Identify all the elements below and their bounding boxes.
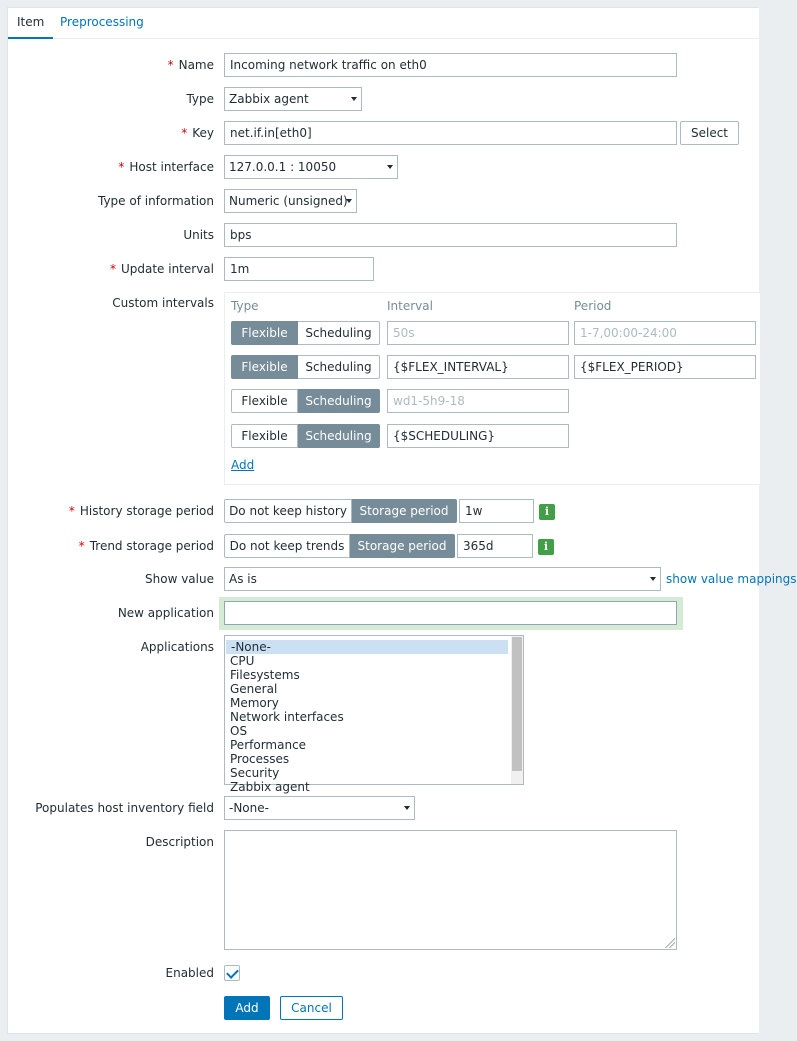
custom-interval-mode-toggle[interactable]	[231, 355, 380, 379]
history-period-input[interactable]: 1w	[459, 499, 534, 523]
tab-preprocessing[interactable]: Preprocessing	[60, 15, 144, 29]
enabled-label: Enabled	[165, 966, 214, 980]
history-mode-toggle[interactable]	[224, 499, 457, 523]
required-marker: *	[118, 160, 125, 174]
column-header-type: Type	[231, 299, 259, 313]
host-interface-label: * Host interface	[118, 160, 214, 174]
scheduling-option[interactable]: Scheduling	[298, 424, 380, 448]
info-icon[interactable]: i	[539, 504, 555, 520]
applications-label: Applications	[140, 640, 214, 654]
list-item[interactable]: -None-	[226, 640, 508, 654]
name-row	[8, 53, 759, 77]
required-marker: *	[181, 126, 188, 140]
update-interval-row	[8, 257, 759, 281]
update-interval-input[interactable]: 1m	[224, 257, 374, 281]
trends-storage-period-option[interactable]: Storage period	[350, 534, 455, 558]
flexible-option[interactable]: Flexible	[231, 321, 298, 345]
history-storage-period-option[interactable]: Storage period	[352, 499, 457, 523]
custom-interval-input[interactable]: 50s	[387, 321, 569, 345]
new-application-input[interactable]	[224, 601, 677, 625]
show-value-mappings-link[interactable]: show value mappings	[666, 572, 797, 586]
dropdown-arrow-icon	[650, 577, 656, 581]
type-of-information-select[interactable]: Numeric (unsigned)	[224, 189, 357, 213]
history-label: * History storage period	[68, 504, 214, 518]
dropdown-arrow-icon	[404, 806, 410, 810]
key-label: * Key	[181, 126, 214, 140]
name-input[interactable]: Incoming network traffic on eth0	[224, 53, 677, 77]
trends-label: * Trend storage period	[78, 539, 214, 553]
description-label: Description	[145, 835, 214, 849]
trends-period-input[interactable]: 365d	[457, 534, 533, 558]
list-item[interactable]: Network interfaces	[230, 710, 344, 724]
custom-interval-mode-toggle[interactable]	[231, 389, 380, 413]
enabled-row	[8, 961, 759, 985]
inventory-label: Populates host inventory field	[35, 801, 214, 815]
item-form-card	[7, 7, 797, 1034]
tab-item[interactable]: Item	[8, 8, 53, 39]
flexible-option[interactable]: Flexible	[231, 424, 298, 448]
column-header-period: Period	[574, 299, 612, 313]
required-marker: *	[109, 262, 116, 276]
add-custom-interval-link[interactable]: Add	[231, 458, 255, 472]
custom-interval-input[interactable]: {$SCHEDULING}	[387, 424, 569, 448]
add-button[interactable]: Add	[224, 996, 270, 1020]
cancel-button[interactable]: Cancel	[280, 996, 343, 1020]
list-item[interactable]: OS	[230, 724, 248, 738]
trends-mode-toggle[interactable]	[224, 534, 455, 558]
resize-grip-icon[interactable]	[665, 938, 675, 948]
scheduling-option[interactable]: Scheduling	[298, 389, 380, 413]
show-value-select[interactable]: As is	[224, 567, 661, 591]
show-value-row	[8, 567, 797, 591]
custom-intervals-label: Custom intervals	[112, 296, 214, 310]
custom-interval-mode-toggle[interactable]	[231, 321, 380, 345]
custom-interval-input[interactable]: wd1-5h9-18	[387, 389, 569, 413]
list-item[interactable]: Processes	[230, 752, 290, 766]
custom-period-input[interactable]: {$FLEX_PERIOD}	[574, 355, 756, 379]
type-of-information-label: Type of information	[97, 194, 214, 208]
inventory-row	[8, 796, 759, 820]
host-interface-select[interactable]: 127.0.0.1 : 10050	[224, 155, 398, 179]
dropdown-arrow-icon	[346, 199, 352, 203]
dropdown-arrow-icon	[387, 165, 393, 169]
inventory-select[interactable]: -None-	[224, 796, 415, 820]
name-label: * Name	[167, 58, 214, 72]
host-interface-row	[8, 155, 759, 179]
applications-listbox[interactable]	[224, 635, 524, 794]
units-row	[8, 223, 759, 247]
custom-interval-mode-toggle[interactable]	[231, 424, 380, 448]
required-marker: *	[68, 504, 75, 518]
list-item[interactable]: General	[230, 682, 278, 696]
units-input[interactable]: bps	[224, 223, 677, 247]
type-label: Type	[186, 92, 214, 106]
list-item[interactable]: Security	[230, 766, 280, 780]
custom-intervals-table	[224, 292, 760, 485]
list-item[interactable]: Zabbix agent	[230, 780, 310, 794]
tab-bar	[8, 8, 759, 39]
info-icon[interactable]: i	[538, 539, 554, 555]
column-header-interval: Interval	[387, 299, 433, 313]
show-value-label: Show value	[145, 572, 214, 586]
scheduling-option[interactable]: Scheduling	[298, 355, 380, 379]
type-row	[8, 87, 759, 111]
type-select[interactable]: Zabbix agent	[224, 87, 362, 111]
do-not-keep-trends-option[interactable]: Do not keep trends	[224, 534, 350, 558]
required-marker: *	[167, 58, 174, 72]
key-input[interactable]: net.if.in[eth0]	[224, 121, 677, 145]
type-of-information-row	[8, 189, 759, 213]
scheduling-option[interactable]: Scheduling	[298, 321, 380, 345]
flexible-option[interactable]: Flexible	[231, 355, 298, 379]
key-row	[8, 121, 759, 145]
list-item[interactable]: Filesystems	[230, 668, 300, 682]
description-textarea[interactable]	[224, 830, 677, 950]
new-application-label: New application	[117, 606, 214, 620]
scrollbar-thumb[interactable]	[512, 637, 522, 771]
update-interval-label: * Update interval	[109, 262, 214, 276]
key-select-button[interactable]: Select	[680, 121, 739, 145]
do-not-keep-history-option[interactable]: Do not keep history	[224, 499, 352, 523]
custom-interval-input[interactable]: {$FLEX_INTERVAL}	[387, 355, 569, 379]
custom-period-input[interactable]: 1-7,00:00-24:00	[574, 321, 756, 345]
list-item[interactable]: CPU	[230, 654, 255, 668]
new-application-row	[8, 601, 759, 625]
required-marker: *	[78, 539, 85, 553]
units-label: Units	[183, 228, 214, 242]
trends-row	[8, 534, 759, 558]
history-row	[8, 499, 759, 523]
flexible-option[interactable]: Flexible	[231, 389, 298, 413]
enabled-checkbox[interactable]	[224, 965, 240, 981]
listbox-scrollbar[interactable]	[511, 636, 523, 784]
dropdown-arrow-icon	[351, 97, 357, 101]
list-item[interactable]: Performance	[230, 738, 307, 752]
list-item[interactable]: Memory	[230, 696, 279, 710]
